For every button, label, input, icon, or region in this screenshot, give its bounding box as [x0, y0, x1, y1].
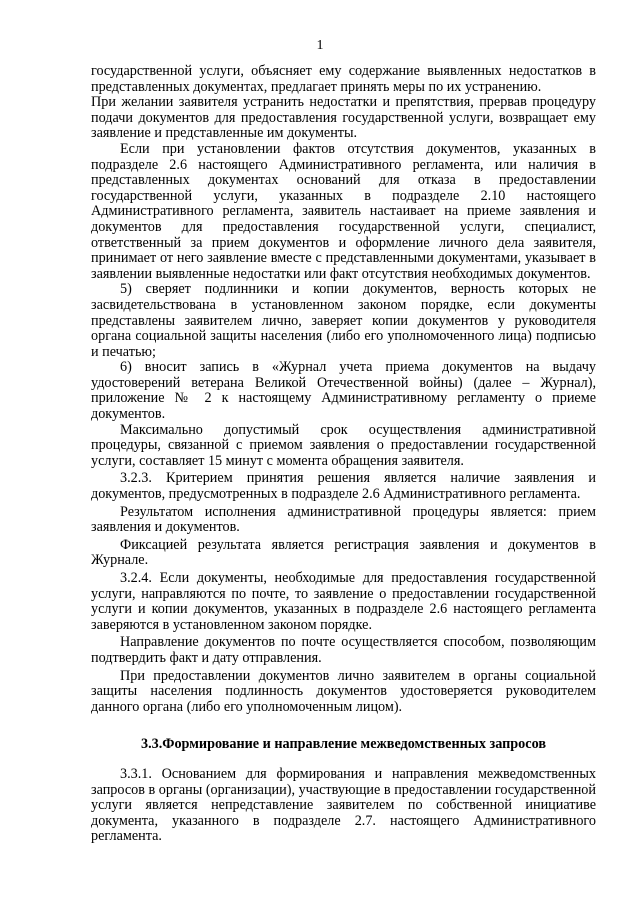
- paragraph: Направление документов по почте осуществляется способом, позволяющим подтвердить факт и дату отправления.: [91, 634, 596, 666]
- document-body: [91, 64, 596, 845]
- paragraph: 5) сверяет подлинники и копии документов, верность которых не засвидетельствована в установленном законом порядке, если документы представлены заявителем лично, заверяет копии документов у руководителя органа социальной защиты населения (либо его уполномоченного лица) подписью и печатью;: [91, 281, 596, 360]
- paragraph: 3.2.4. Если документы, необходимые для предоставления государственной услуги, направляются по почте, то заявление о предоставлении государственной услуги и копии документов, указанных в подразделе 2.6 настоящего регламента заверяются в установленном законом порядке.: [91, 570, 596, 633]
- paragraph: Результатом исполнения административной процедуры является: прием заявления и документов.: [91, 503, 596, 536]
- paragraph: государственной услуги, объясняет ему содержание выявленных недостатков в представленных документах, предлагает принять меры по их устранению.: [91, 63, 596, 95]
- paragraph: Максимально допустимый срок осуществления административной процедуры, связанной с приемом заявления о предоставлении государственной услуги, составляет 15 минут с момента обращения заявителя.: [91, 421, 596, 469]
- paragraph: При предоставлении документов лично заявителем в органы социальной защиты населения подлинность документов удостоверяется руководителем данного органа (либо его уполномоченным лицом).: [91, 667, 596, 715]
- page-number: 1: [316, 38, 324, 53]
- paragraph: Если при установлении фактов отсутствия документов, указанных в подразделе 2.6 настоящего Административного регламента, или наличия в представленных документах оснований для отказа в предоставлении государственной услуги, указанных в подразделе 2.10 настоящего Административного регламента, заявитель настаивает на приеме заявления и документов для предоставления государственной услуги, специалист, ответственный за прием документов и оформление личного дела заявителя, принимает от него заявление вместе с представленными документами, указывает в заявлении выявленные недостатки или факт отсутствия необходимых документов.: [91, 140, 596, 282]
- paragraph: Фиксацией результата является регистрация заявления и документов в Журнале.: [91, 536, 596, 569]
- paragraph: 3.3.1. Основанием для формирования и направления межведомственных запросов в органы (организации), участвующие в предоставлении государственной услуги является непредставление заявителем по собственной инициативе документа, указанного в подразделе 2.7. настоящего Административного регламента.: [91, 765, 596, 845]
- paragraph: 6) вносит запись в «Журнал учета приема документов на выдачу удостоверений ветерана Великой Отечественной войны) (далее – Журнал), приложение № 2 к настоящему Административному регламенту о приеме документов.: [91, 359, 596, 423]
- section-heading: 3.3.Формирование и направление межведомственных запросов: [141, 736, 546, 753]
- paragraph: 3.2.3. Критерием принятия решения является наличие заявления и документов, предусмотренных в подразделе 2.6 Административного регламента.: [91, 470, 596, 503]
- paragraph: При желании заявителя устранить недостатки и препятствия, прервав процедуру подачи документов для предоставления государственной услуги, возвращает ему заявление и представленные им документы.: [91, 94, 596, 142]
